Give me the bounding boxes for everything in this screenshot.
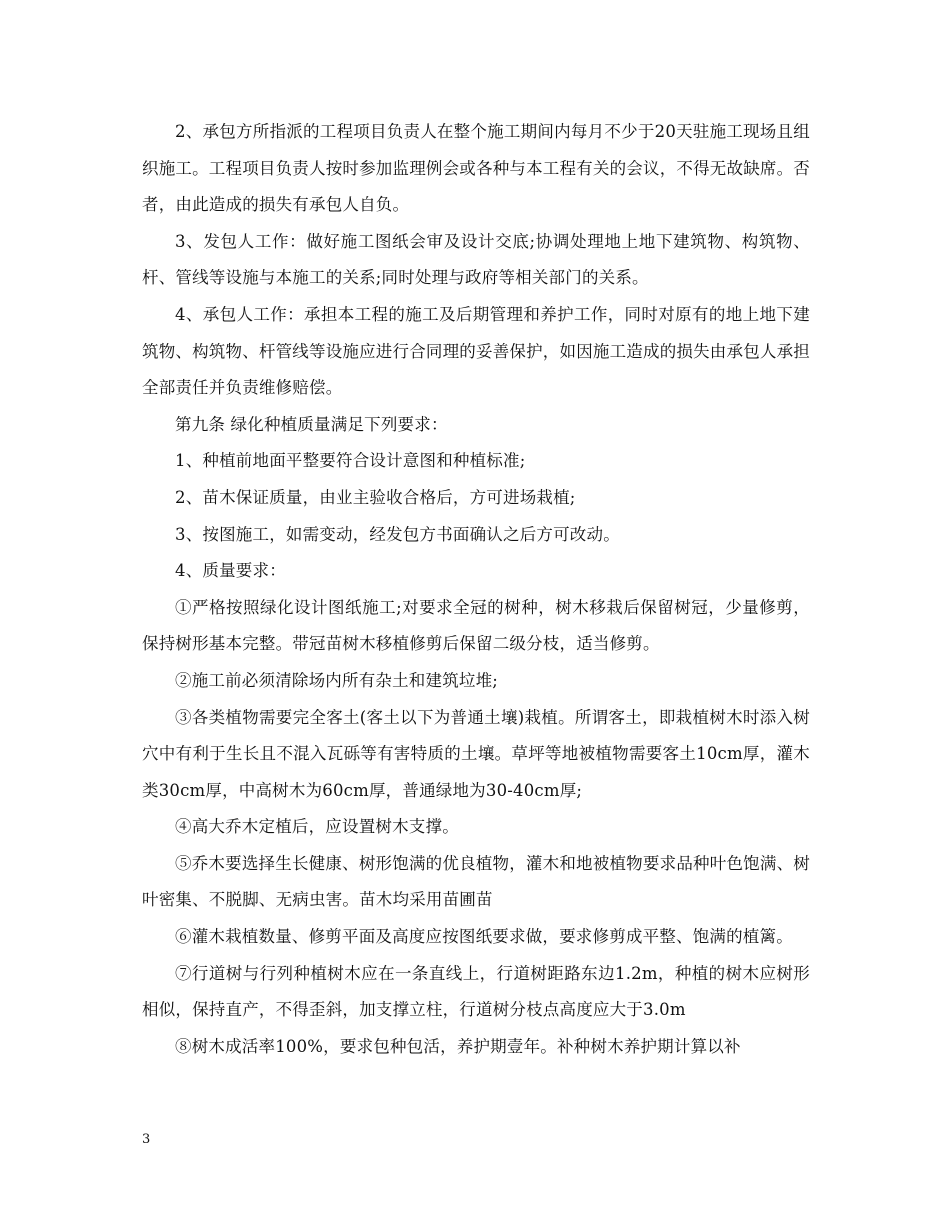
paragraph-item-2: 2、苗木保证质量，由业主验收合格后，方可进场栽植; xyxy=(175,487,576,507)
paragraph-quality-5: ⑤乔木要选择生长健康、树形饱满的优良植物，灌木和地被植物要求品种叶色饱满、树叶密集、不脱脚、无病虫害。苗木均采用苗圃苗 xyxy=(142,853,810,910)
paragraph-quality-4: ④高大乔木定植后，应设置树木支撑。 xyxy=(175,817,459,837)
paragraph-item-1: 1、种植前地面平整要符合设计意图和种植标准; xyxy=(175,451,526,471)
paragraph-quality-1: ①严格按照绿化设计图纸施工;对要求全冠的树种，树木移栽后保留树冠，少量修剪，保持树形基本完整。带冠苗树木移植修剪后保留二级分枝，适当修剪。 xyxy=(142,597,810,654)
paragraph-quality-7: ⑦行道树与行列种植树木应在一条直线上，行道树距路东边1.2m，种植的树木应树形相似，保持直产，不得歪斜，加支撑立柱，行道树分枝点高度应大于3.0m xyxy=(142,963,810,1020)
page-number: 3 xyxy=(142,1132,151,1147)
paragraph-quality-6: ⑥灌木栽植数量、修剪平面及高度应按图纸要求做，要求修剪成平整、饱满的植篱。 xyxy=(175,927,793,947)
paragraph-employer-work: 3、发包人工作：做好施工图纸会审及设计交底;协调处理地上地下建筑物、构筑物、杆、管线等设施与本施工的关系;同时处理与政府等相关部门的关系。 xyxy=(142,231,810,288)
paragraph-quality-8: ⑧树木成活率100%，要求包种包活，养护期壹年。补种树木养护期计算以补 xyxy=(175,1036,741,1056)
paragraph-item-4: 4、质量要求： xyxy=(175,561,286,581)
paragraph-contractor-work: 4、承包人工作：承担本工程的施工及后期管理和养护工作，同时对原有的地上地下建筑物、构筑物、杆管线等设施应进行合同理的妥善保护，如因施工造成的损失由承包人承担全部责任并负责维修赔偿。 xyxy=(142,304,810,398)
article-nine-heading: 第九条 绿化种植质量满足下列要求： xyxy=(175,414,448,434)
paragraph-quality-2: ②施工前必须清除场内所有杂土和建筑垃堆; xyxy=(175,670,499,690)
document-body xyxy=(142,114,810,1065)
paragraph-quality-3: ③各类植物需要完全客土(客土以下为普通土壤)栽植。所谓客土，即栽植树木时添入树穴中有利于生长且不混入瓦砾等有害特质的土壤。草坪等地被植物需要客土10cm厚，灌木类30cm厚，中高树木为60cm厚，普通绿地为30-40cm厚; xyxy=(142,707,810,800)
paragraph-project-manager: 2、承包方所指派的工程项目负责人在整个施工期间内每月不少于20天驻施工现场且组织施工。工程项目负责人按时参加监理例会或各种与本工程有关的会议，不得无故缺席。否者，由此造成的损失有承包人自负。 xyxy=(142,122,810,215)
paragraph-item-3: 3、按图施工，如需变动，经发包方书面确认之后方可改动。 xyxy=(175,524,620,544)
